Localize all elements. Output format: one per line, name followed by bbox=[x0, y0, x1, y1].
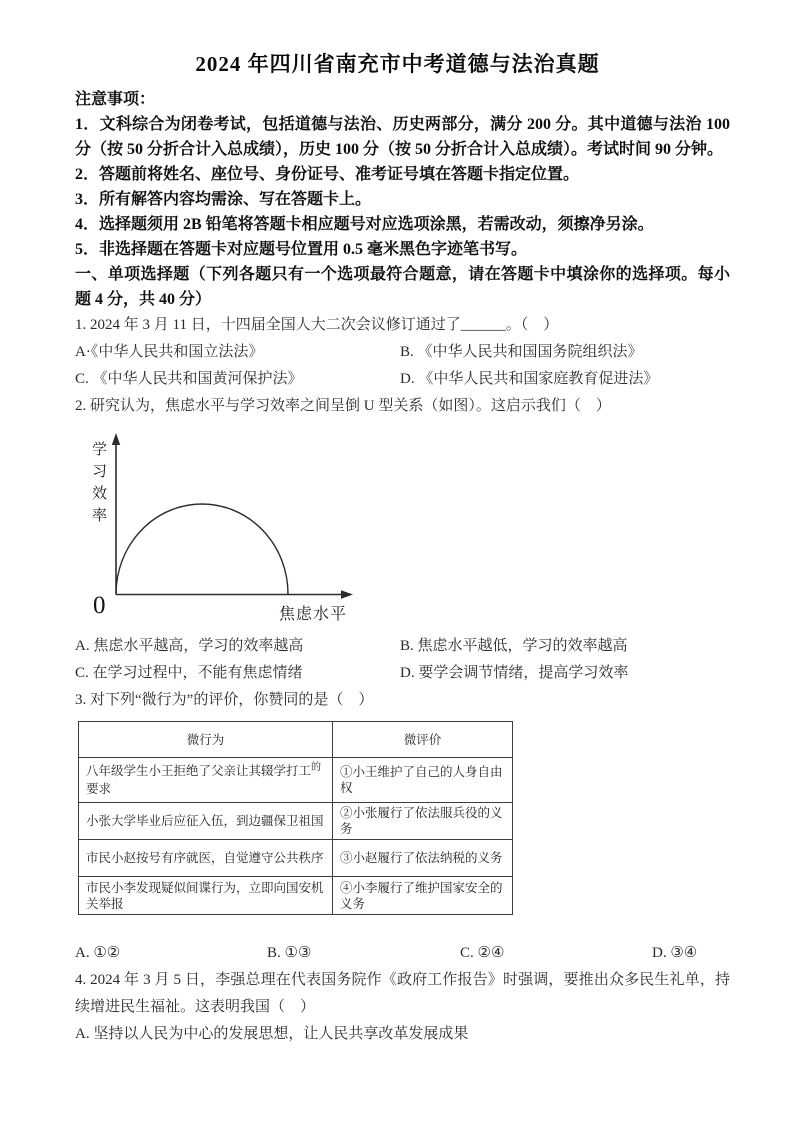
option-3a: A. ①② bbox=[75, 945, 121, 961]
notice-item: 5．非选择题在答题卡对应题号位置用 0.5 毫米黑色字迹笔书写。 bbox=[75, 241, 528, 258]
option-1c: C. 《中华人民共和国黄河保护法》 bbox=[75, 371, 303, 387]
option-3c: C. ②④ bbox=[460, 945, 505, 961]
behavior-cell: 市民小赵按号有序就医，自觉遵守公共秩序 bbox=[79, 840, 333, 877]
table-row bbox=[79, 758, 513, 803]
behavior-cell: 市民小李发现疑似间谍行为，立即向国安机关举报 bbox=[79, 877, 333, 915]
option-2c: C. 在学习过程中，不能有焦虑情绪 bbox=[75, 665, 303, 681]
option-1b: B. 《中华人民共和国国务院组织法》 bbox=[400, 344, 643, 360]
question-3-stem: 3. 对下列“微行为”的评价，你赞同的是（ ） bbox=[75, 692, 374, 708]
option-1a: A·《中华人民共和国立法法》 bbox=[75, 344, 264, 360]
evaluation-cell: ②小张履行了依法服兵役的义务 bbox=[333, 803, 513, 840]
notice-heading: 注意事项： bbox=[75, 91, 156, 108]
notice-item: 4．选择题须用 2B 铅笔将答题卡相应题号对应选项涂黑，若需改动，须擦净另涂。 bbox=[75, 216, 654, 233]
option-2d: D. 要学会调节情绪，提高学习效率 bbox=[400, 665, 629, 681]
notice-item: 3．所有解答内容均需涂、写在答题卡上。 bbox=[75, 191, 372, 208]
question-2-stem: 2. 研究认为，焦虑水平与学习效率之间呈倒 U 型关系（如图）。这启示我们（ ） bbox=[75, 398, 611, 414]
table-header-behavior: 微行为 bbox=[79, 722, 333, 758]
option-2a: A. 焦虑水平越高，学习的效率越高 bbox=[75, 638, 304, 654]
inverted-u-curve-figure bbox=[83, 426, 413, 631]
option-3d: D. ③④ bbox=[652, 945, 698, 961]
notice-item: 2．答题前将姓名、座位号、身份证号、准考证号填在答题卡指定位置。 bbox=[75, 166, 580, 183]
section-heading: 一、单项选择题（下列各题只有一个选项最符合题意，请在答题卡中填涂你的选择项。每小题 4 分，共 40 分） bbox=[75, 266, 730, 308]
table-row bbox=[79, 877, 513, 915]
page-title: 2024 年四川省南充市中考道德与法治真题 bbox=[195, 52, 600, 76]
notice-section bbox=[75, 87, 730, 312]
question-1-options-row bbox=[75, 339, 730, 366]
question-2-options-row bbox=[75, 660, 730, 687]
questions-section bbox=[75, 312, 730, 1048]
evaluation-cell: ①小王维护了自己的人身自由权 bbox=[333, 758, 513, 803]
table-row bbox=[79, 840, 513, 877]
option-2b: B. 焦虑水平越低，学习的效率越高 bbox=[400, 638, 628, 654]
notice-item: 1．文科综合为闭卷考试，包括道德与法治、历史两部分，满分 200 分。其中道德与法治 100 分（按 50 分折合计入总成绩），历史 100 分（按 50 分折合计入总成绩）。考试时间 90 分钟。 bbox=[75, 116, 730, 158]
behavior-cell: 小张大学毕业后应征入伍，到边疆保卫祖国 bbox=[79, 803, 333, 840]
evaluation-cell: ③小赵履行了依法纳税的义务 bbox=[333, 840, 513, 877]
question-3-options-row bbox=[75, 940, 730, 967]
question-4-stem: 4. 2024 年 3 月 5 日，李强总理在代表国务院作《政府工作报告》时强调，要推出众多民生礼单，持续增进民生福祉。这表明我国（ ） bbox=[75, 972, 730, 1015]
evaluation-cell: ④小李履行了维护国家安全的义务 bbox=[333, 877, 513, 915]
document-content bbox=[75, 87, 730, 1048]
question-1-options-row bbox=[75, 366, 730, 393]
behavior-cell: 八年级学生小王拒绝了父亲让其辍学打工$^的$要求 bbox=[79, 758, 333, 803]
micro-behavior-table bbox=[78, 721, 513, 915]
table-row bbox=[79, 803, 513, 840]
x-axis-arrow-icon bbox=[341, 590, 353, 598]
option-1d: D. 《中华人民共和国家庭教育促进法》 bbox=[400, 371, 659, 387]
table-header-row bbox=[79, 722, 513, 758]
chart-y-axis-label: 学习效率 bbox=[90, 441, 106, 529]
question-1-stem: 1. 2024 年 3 月 11 日，十四届全国人大二次会议修订通过了______。（ ） bbox=[75, 317, 559, 333]
option-4a: A. 坚持以人民为中心的发展思想，让人民共享改革发展成果 bbox=[75, 1026, 469, 1042]
anxiety-learning-chart bbox=[83, 426, 413, 631]
question-2-options-row bbox=[75, 633, 730, 660]
chart-origin-label: 0 bbox=[93, 592, 106, 619]
table-header-evaluation: 微评价 bbox=[333, 722, 513, 758]
y-axis-arrow-icon bbox=[112, 433, 120, 445]
chart-x-axis-label: 焦虑水平 bbox=[279, 606, 348, 623]
option-3b: B. ①③ bbox=[267, 945, 312, 961]
superscript-char: 的 bbox=[311, 762, 322, 773]
